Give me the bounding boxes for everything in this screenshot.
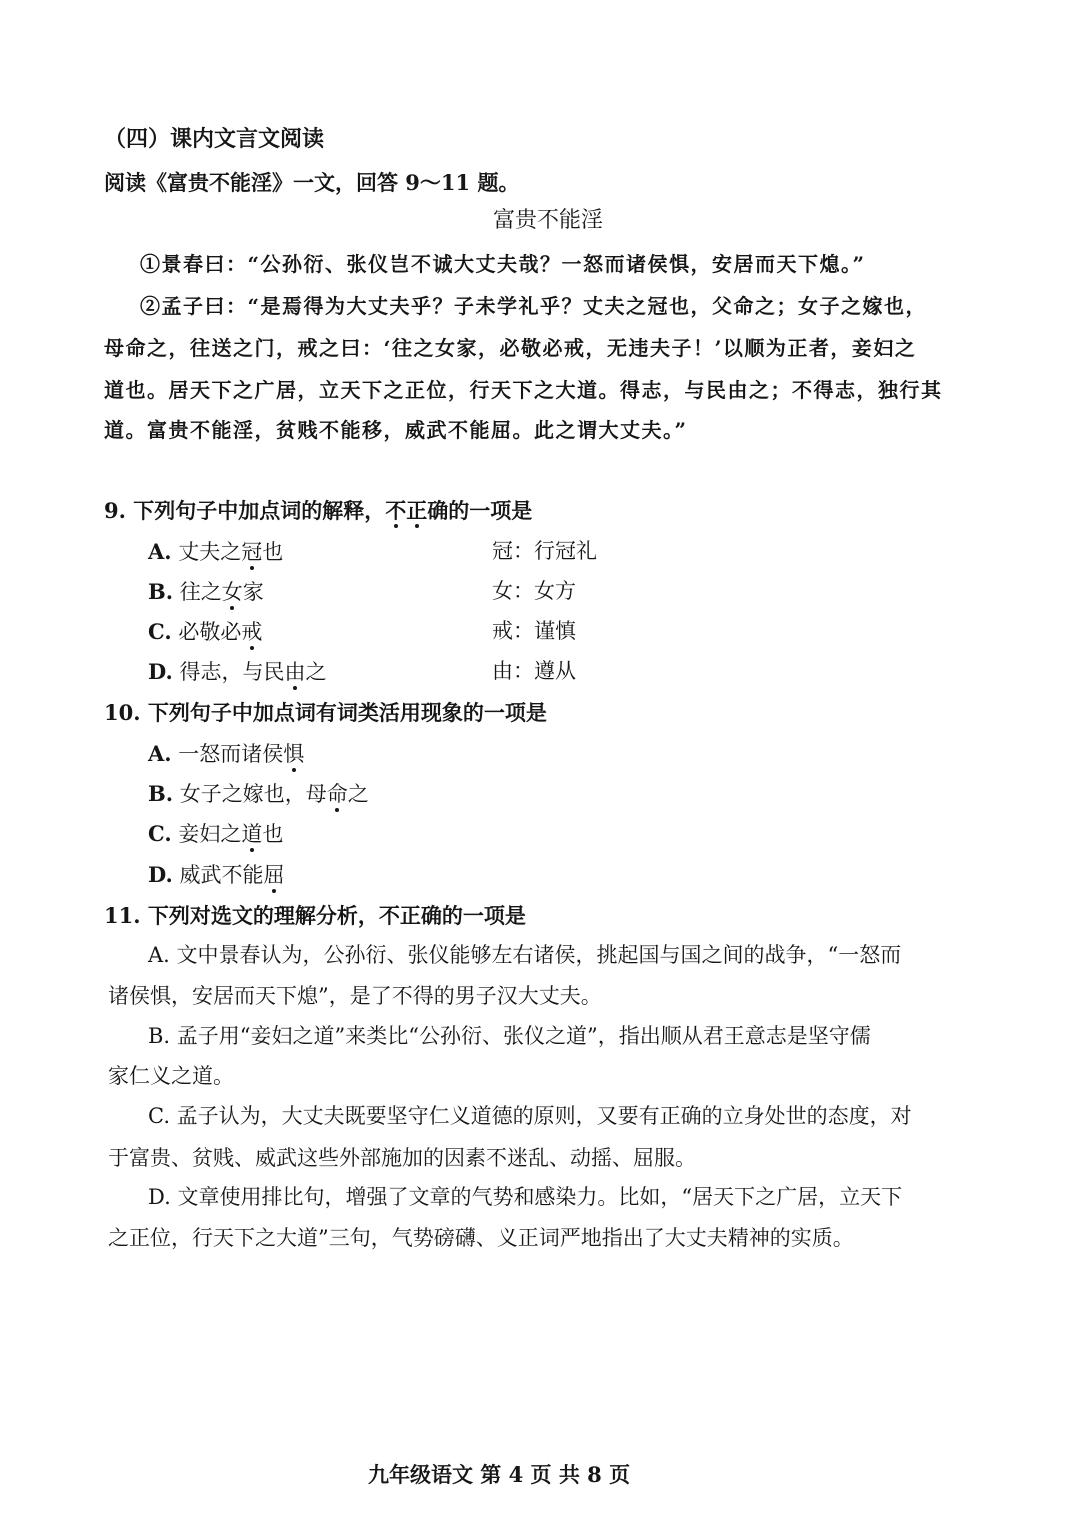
reading-instruction: 阅读《富贵不能淫》一文，回答 9～11 题。 bbox=[104, 170, 520, 195]
option-label: D. bbox=[148, 659, 173, 684]
dotted-char: 女 bbox=[221, 580, 243, 604]
option-text: 女子之嫁也，母 bbox=[179, 782, 327, 806]
option-text: 家 bbox=[242, 580, 264, 604]
passage-paragraph-1: ①景春曰：“公孙衍、张仪岂不诚大丈夫哉？一怒而诸侯惧，安居而天下熄。” bbox=[140, 252, 866, 276]
dotted-char: 戒 bbox=[241, 620, 263, 644]
option-text: 也 bbox=[262, 822, 284, 846]
question-11-option-a-line: 诸侯惧，安居而天下熄”，是了不得的男子汉大丈夫。 bbox=[108, 984, 602, 1008]
question-number: 11. bbox=[104, 903, 141, 928]
option-label: B. bbox=[148, 781, 174, 806]
question-11-option-a-line: A. 文中景春认为，公孙衍、张仪能够左右诸侯，挑起国与国之间的战争，“一怒而 bbox=[148, 943, 902, 967]
question-number: 10. bbox=[104, 700, 141, 725]
option-label: D. bbox=[148, 862, 173, 887]
option-label: A. bbox=[148, 539, 172, 564]
question-11-option-d-line: 之正位，行天下之大道”三句，气势磅礴、义正词严地指出了大丈夫精神的实质。 bbox=[108, 1226, 854, 1250]
question-stem-text: 下列对选文的理解分析，不正确的一项是 bbox=[147, 903, 526, 928]
option-text: 必敬必 bbox=[178, 620, 242, 644]
option-text: 一怒而诸侯 bbox=[178, 742, 284, 766]
question-10-option-a bbox=[148, 743, 304, 765]
passage-title: 富贵不能淫 bbox=[493, 208, 604, 233]
dotted-char: 由 bbox=[284, 660, 306, 684]
option-gloss: 冠：行冠礼 bbox=[492, 539, 597, 563]
option-gloss: 女：女方 bbox=[492, 579, 576, 603]
option-text: 也 bbox=[262, 540, 284, 564]
dotted-char: 命 bbox=[326, 782, 348, 806]
option-text: 得志，与民 bbox=[179, 660, 285, 684]
dotted-char: 正 bbox=[406, 498, 428, 523]
option-label: C. bbox=[148, 821, 172, 846]
question-10-option-c bbox=[148, 823, 283, 845]
dotted-char: 不 bbox=[385, 498, 407, 523]
question-11-option-b-line: B. 孟子用“妾妇之道”来类比“公孙衍、张仪之道”，指出顺从君王意志是坚守儒 bbox=[148, 1024, 871, 1048]
option-text: 之 bbox=[347, 782, 369, 806]
option-label: A. bbox=[148, 741, 172, 766]
option-gloss: 由：遵从 bbox=[492, 659, 576, 683]
option-text: 威武不能 bbox=[179, 863, 264, 887]
question-11-option-c-line: C. 孟子认为，大丈夫既要坚守仁义道德的原则，又要有正确的立身处世的态度，对 bbox=[148, 1104, 912, 1128]
question-stem-text: 下列句子中加点词的解释， bbox=[133, 498, 386, 523]
question-stem-text: 下列句子中加点词有词类活用现象的一项是 bbox=[147, 700, 547, 725]
option-text: 妾妇之 bbox=[178, 822, 242, 846]
dotted-char: 道 bbox=[241, 822, 263, 846]
passage-paragraph-2-line: 母命之，往送之门，戒之曰：‘往之女家，必敬必戒，无违夫子！’以顺为正者，妾妇之 bbox=[104, 336, 917, 360]
dotted-char: 屈 bbox=[263, 863, 285, 887]
question-9-stem bbox=[104, 500, 532, 521]
question-stem-text: 确的一项是 bbox=[427, 498, 533, 523]
dotted-char: 冠 bbox=[241, 540, 263, 564]
option-label: B. bbox=[148, 579, 174, 604]
option-text: 往之 bbox=[179, 580, 222, 604]
passage-paragraph-2-line: ②孟子曰：“是焉得为大丈夫乎？子未学礼乎？丈夫之冠也，父命之；女子之嫁也， bbox=[140, 294, 928, 318]
question-11-option-b-line: 家仁义之道。 bbox=[108, 1064, 234, 1088]
question-11-option-c-line: 于富贵、贫贱、威武这些外部施加的因素不迷乱、动摇、屈服。 bbox=[108, 1146, 696, 1170]
dotted-char: 惧 bbox=[283, 742, 305, 766]
question-10-option-d bbox=[148, 864, 284, 886]
question-11-option-d-line: D. 文章使用排比句，增强了文章的气势和感染力。比如，“居天下之广居，立天下 bbox=[148, 1185, 903, 1209]
page-footer: 九年级语文 第 4 页 共 8 页 bbox=[368, 1462, 631, 1487]
option-label: C. bbox=[148, 619, 172, 644]
question-11-stem bbox=[104, 905, 526, 926]
question-10-stem bbox=[104, 702, 547, 723]
passage-paragraph-2-line: 道也。居天下之广居，立天下之正位，行天下之大道。得志，与民由之；不得志，独行其 bbox=[104, 378, 943, 402]
question-number: 9. bbox=[104, 498, 126, 523]
option-text: 丈夫之 bbox=[178, 540, 242, 564]
option-text: 之 bbox=[305, 660, 327, 684]
question-10-option-b bbox=[148, 783, 369, 805]
option-gloss: 戒：谨慎 bbox=[492, 619, 576, 643]
section-heading: （四）课内文言文阅读 bbox=[104, 126, 325, 152]
passage-paragraph-2-line: 道。富贵不能淫，贫贱不能移，威武不能屈。此之谓大丈夫。” bbox=[104, 418, 688, 442]
